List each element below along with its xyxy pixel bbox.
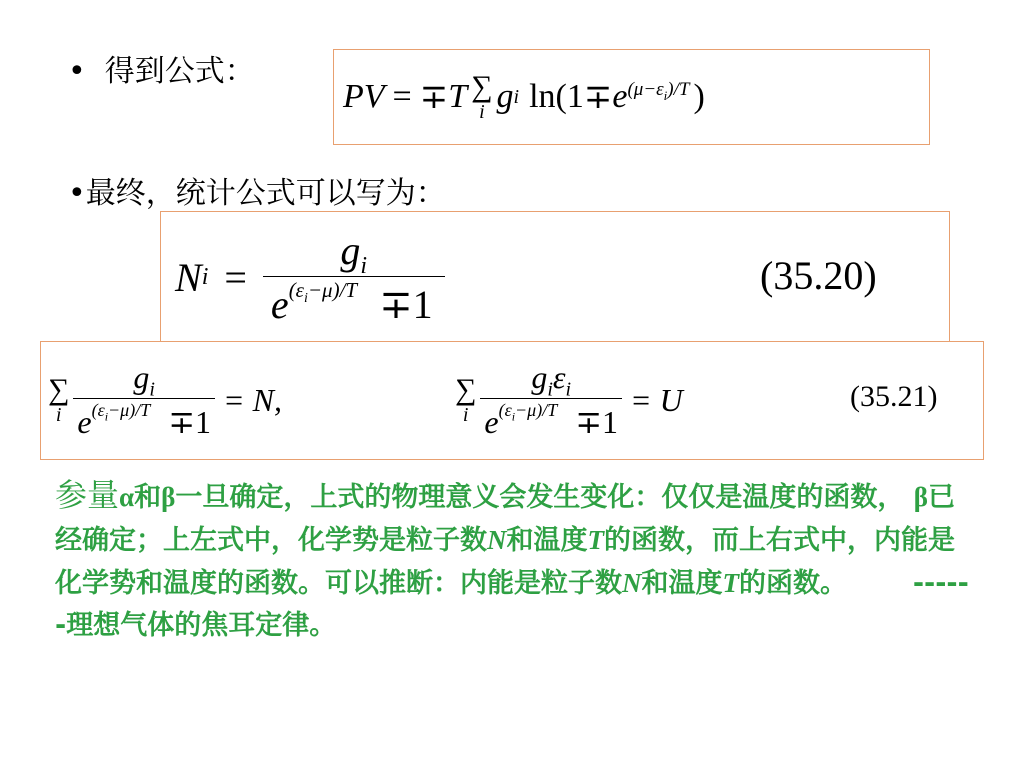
paragraph-p9: ------理想气体的焦耳定律。: [55, 568, 969, 641]
bullet-2-marker: •: [68, 176, 86, 211]
ni-eq: =: [224, 254, 247, 300]
sum-u-denominator: $e^{(\varepsilon_i-\mu)/T} \mp 1$: [480, 398, 622, 441]
formula-sum-n: [48, 345, 282, 455]
pv-sum-index: i: [479, 101, 485, 123]
pv-ln: ln(1: [529, 78, 584, 115]
sums-label: (35.21): [850, 380, 938, 413]
sum-u-numerator: $g_i\varepsilon_i$: [531, 359, 572, 401]
pv-close: ): [693, 78, 705, 115]
pv-lhs: PV: [343, 78, 385, 115]
sum-n-fraction: [73, 359, 215, 441]
paragraph-T2: T: [722, 568, 739, 598]
sum-n-numerator: $g_i$: [133, 359, 155, 401]
bullet-2-label: 最终，统计公式可以写为：: [85, 176, 446, 211]
formula-sum-u: [455, 345, 683, 455]
ni-label: (35.20): [760, 253, 877, 298]
ni-numerator: $g_i$: [340, 227, 368, 279]
pv-e: e: [612, 78, 628, 115]
pv-T: T: [448, 78, 468, 115]
pv-sum: [471, 72, 492, 122]
pv-eq: =: [392, 78, 412, 115]
pv-exponent: (μ−εi)/T: [627, 79, 690, 103]
formula-pv: PV = ∓ T ∑ i g i ln(1 ∓ e $^{(\mu-\varepsilon_i)/T}$ ): [343, 70, 705, 123]
pv-mp2: ∓: [583, 79, 613, 116]
sum-n-denominator: $e^{(\varepsilon_i-\mu)/T} \mp 1$: [73, 398, 215, 441]
pv-g: g: [496, 78, 514, 115]
bullet-1-marker: •: [68, 54, 86, 89]
ni-fraction: [263, 227, 445, 328]
sum-u-rhs: = U: [630, 381, 683, 418]
sum-n-sum: ∑ i: [48, 373, 70, 426]
explanation-paragraph: 参量α和β一旦确定，上式的物理意义会发生变化：仅仅是温度的函数， β已经确定；上左式中，化学势是粒子数N和温度T的函数，而上右式中，内能是化学势和温度的函数。可以推断：内能是粒子数N和温度T的函数。 ------理想气体的焦耳定律。: [55, 476, 969, 641]
bullet-1-label: 得到公式：: [104, 54, 255, 89]
sum-n-rhs: = N,: [223, 381, 282, 418]
pv-mp: ∓: [419, 79, 449, 116]
ni-N: N: [175, 254, 202, 300]
paragraph-p8: 的函数。: [739, 568, 847, 599]
sum-u-fraction: [480, 359, 622, 441]
formula-ni: N i = $\frac{g_i}{e^{(\varepsilon_i-\mu)/T} \mp 1}$: [175, 216, 445, 338]
sum-u-sum: ∑ i: [455, 373, 477, 426]
bullet-2: [68, 168, 446, 212]
pv-sum-symbol: ∑: [471, 70, 493, 103]
bullet-1: [68, 46, 255, 90]
ni-denominator: $e^{(\varepsilon_i-\mu)/T} \mp 1$: [263, 276, 445, 328]
